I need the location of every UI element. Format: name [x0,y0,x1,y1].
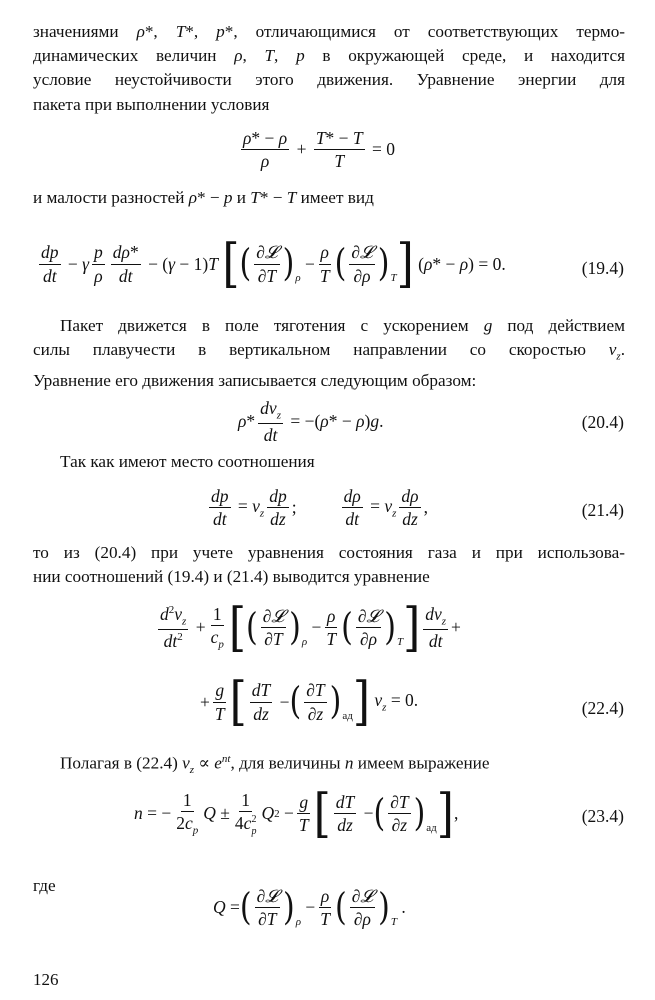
equation-22-4-line-1: $\frac{d^2v_z}{dt^2}$ + $\frac{1}{c_p}$ [ ( $\frac{\text{∂𝓛}}{\partial T}$ ) ρ − $\frac{\rho}{T}$ ( $\frac{\text{∂𝓛}}{\partial\rho}$ ) T ] $\frac{dv_z}{dt}$ + [160,596,461,658]
equation-number-22-4: (22.4) [581,698,624,718]
paragraph-small-differences: и малости разностей ρ* − p и T* − T имеет вид [33,188,374,207]
paragraph-relations: Так как имеют место соотношения [60,452,315,471]
equation-condition: $\frac{\rho* - \rho}{\rho}$ + $\frac{T* - T}{T}$ = 0 [243,128,396,172]
page-number: 126 [33,970,59,989]
equation-23-4: n = − $\frac{1}{2c_p}$ Q ± $\frac{1}{4c^2_p}$ Q 2 − $\frac{g}{T}$ [ $\frac{dT}{dz}$ − ( $\frac{\partial T}{\partial z}$ ) ад ] , (23.4) [134,782,624,844]
paragraph-where: где [33,876,56,895]
equation-number-23-4: (23.4) [581,806,624,826]
equation-q-definition: Q = ( $\frac{\text{∂𝓛}}{\partial T}$ ) ρ − $\frac{\rho}{T}$ ( $\frac{\text{∂𝓛}}{\partial\rho}$ ) T . [213,885,406,930]
paragraph-gravity: Пакет движется в поле тяготения с ускорением g под действием силы плавучести в вертикальном направлении со скоростью $v_z$. Уравнение его движения записывается следующим образом: [33,316,625,390]
equation-number-21-4: (21.4) [581,500,624,520]
equation-number-20-4: (20.4) [581,412,624,432]
paragraph-derivation: то из (20.4) при учете уравнения состояния газа и при использова- нии соотношений (19.4) и (21.4) выводится уравнение [33,543,625,587]
equation-22-4-line-2: + $\frac{g}{T}$ [ $\frac{dT}{dz}$ − ( $\frac{\partial T}{\partial z}$ ) ад ] $v_z = 0$. (22.4) [200,670,624,732]
equation-19-4: $\frac{dp}{dt}$ − γ $\frac{p}{\rho}$ $\frac{d\rho*}{dt}$ − (γ − 1)T [ ( $\frac{\text{∂𝓛}}{\partial T}$ ) ρ − $\frac{\rho}{T}$ ( $\frac{\text{∂𝓛}}{\partial\rho}$ ) T ] (ρ* − ρ) = 0. (19.4) [41,232,624,294]
equation-number-19-4: (19.4) [581,258,624,278]
equation-21-4: $\frac{dp}{dt}$ = $v_z$ $\frac{dp}{dz}$ ; $\frac{d\rho}{dt}$ = $v_z$ $\frac{d\rho}{dz}$ , (21.4) [211,486,624,530]
equation-20-4: ρ * $\frac{dv_z}{dt}$ = −(ρ* − ρ)g. (20.4) [238,398,624,446]
paragraph-intro: значениями ρ*, T*, p*, отличающимися от соответствующих термо- динамических величин ρ, T, p в окружающей среде, и находится условие неустойчивости этого движения. Уравнение энергии для пакета при выполнении условия [33,22,626,114]
paragraph-assumption: Полагая в (22.4) $v_z \propto e^{nt}$, для величины n имеем выражение [60,753,490,777]
